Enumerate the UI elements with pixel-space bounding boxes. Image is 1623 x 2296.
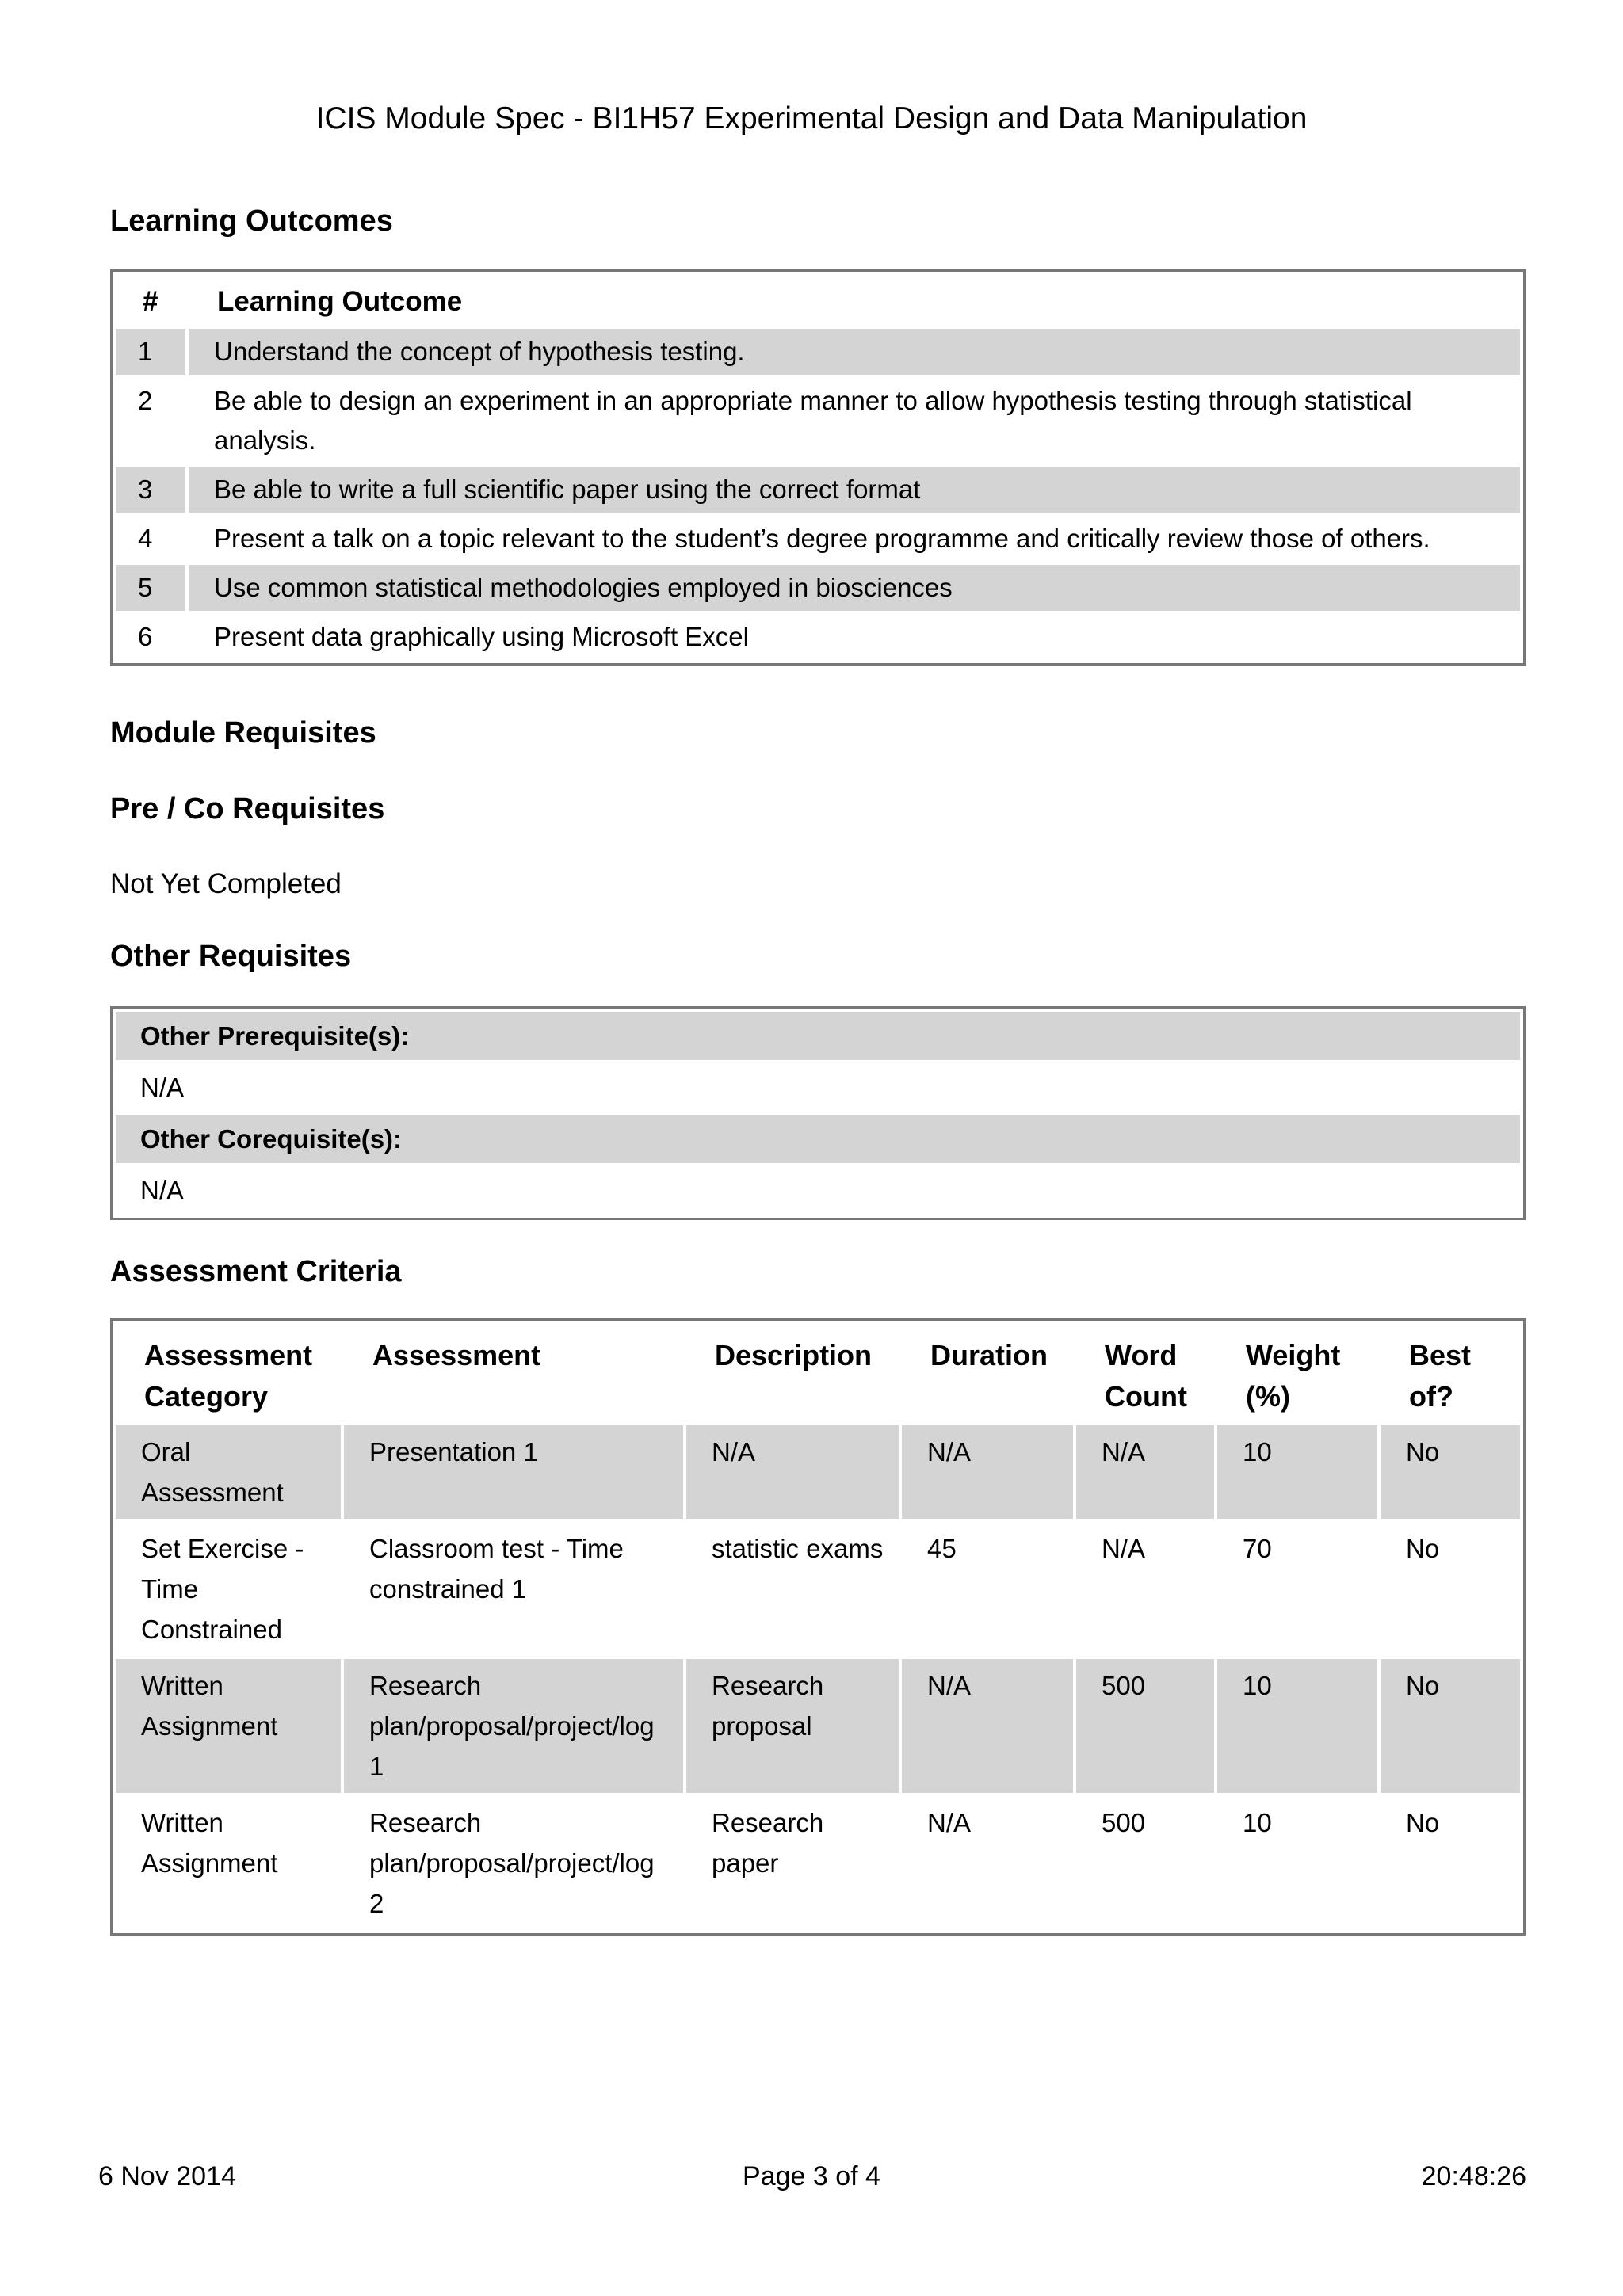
learning-outcome-row (116, 516, 1520, 562)
assessment-criteria-heading: Assessment Criteria (110, 1255, 402, 1288)
assessment-description-cell: N/A (712, 1437, 756, 1466)
assessment-weight-cell: 10 (1243, 1437, 1272, 1466)
learning-outcome-row (116, 329, 1520, 375)
col-weight-header: Weight (%) (1246, 1339, 1341, 1413)
learning-outcomes-table (110, 269, 1526, 666)
outcome-text: Understand the concept of hypothesis testing. (214, 337, 745, 366)
assessment-weight-cell: 10 (1243, 1808, 1272, 1837)
assessment-word-count-cell: N/A (1102, 1534, 1146, 1563)
learning-outcome-row (116, 467, 1520, 513)
assessment-category-cell: Set Exercise - Time Constrained (141, 1534, 304, 1644)
assessment-category-cell: Oral Assessment (141, 1437, 284, 1507)
footer-page-number: Page 3 of 4 (743, 2161, 880, 2191)
assessment-weight-cell: 70 (1243, 1534, 1272, 1563)
col-best-of-header: Best of? (1409, 1339, 1472, 1413)
assessment-assessment-cell: Research plan/proposal/project/log 2 (369, 1808, 655, 1918)
outcome-number: 6 (138, 622, 153, 651)
col-outcome-header: Learning Outcome (217, 286, 463, 317)
assessment-description-cell: statistic exams (712, 1534, 884, 1563)
assessment-assessment-cell: Presentation 1 (369, 1437, 538, 1466)
outcome-number: 1 (138, 337, 153, 366)
prerequisite-value: N/A (140, 1073, 185, 1102)
assessment-best-of-cell: No (1406, 1437, 1440, 1466)
outcome-text: Present data graphically using Microsoft Excel (214, 622, 749, 651)
outcome-number: 5 (138, 573, 153, 602)
footer-date: 6 Nov 2014 (98, 2161, 236, 2191)
assessment-description-cell: Research proposal (712, 1671, 824, 1741)
other-requisites-table (110, 1006, 1526, 1220)
col-category-header: Assessment Category (144, 1339, 313, 1413)
prerequisite-label: Other Prerequisite(s): (140, 1021, 410, 1051)
col-assessment-header: Assessment (372, 1339, 541, 1371)
document-title: ICIS Module Spec - BI1H57 Experimental Design and Data Manipulation (315, 101, 1308, 135)
outcome-number: 3 (138, 475, 153, 504)
assessment-row (116, 1659, 1520, 1793)
col-duration-header: Duration (930, 1339, 1048, 1371)
assessment-duration-cell: 45 (927, 1534, 957, 1563)
assessment-duration-cell: N/A (927, 1437, 972, 1466)
outcome-text: Present a talk on a topic relevant to the student’s degree programme and critically review those of others. (214, 524, 1430, 553)
corequisite-label: Other Corequisite(s): (140, 1124, 403, 1154)
other-requisites-heading: Other Requisites (110, 940, 352, 973)
assessment-duration-cell: N/A (927, 1671, 972, 1700)
assessment-assessment-cell: Classroom test - Time constrained 1 (369, 1534, 624, 1604)
col-number-header: # (143, 286, 158, 317)
col-word-count-header: Word Count (1105, 1339, 1187, 1413)
learning-outcomes-heading: Learning Outcomes (110, 204, 393, 238)
learning-outcome-row (116, 565, 1520, 611)
pre-co-requisites-status: Not Yet Completed (110, 868, 342, 899)
learning-outcome-row (116, 378, 1520, 463)
assessment-best-of-cell: No (1406, 1671, 1440, 1700)
outcome-number: 4 (138, 524, 153, 553)
outcome-text: Be able to design an experiment in an appropriate manner to allow hypothesis testing through statistical analysis. (214, 386, 1412, 455)
assessment-best-of-cell: No (1406, 1808, 1440, 1837)
assessment-word-count-cell: N/A (1102, 1437, 1146, 1466)
assessment-category-cell: Written Assignment (141, 1671, 278, 1741)
outcome-text: Be able to write a full scientific paper using the correct format (214, 475, 921, 504)
footer-time: 20:48:26 (1421, 2161, 1526, 2191)
assessment-best-of-cell: No (1406, 1534, 1440, 1563)
assessment-description-cell: Research paper (712, 1808, 824, 1878)
outcome-text: Use common statistical methodologies employed in biosciences (214, 573, 953, 602)
outcome-number: 2 (138, 386, 153, 415)
assessment-word-count-cell: 500 (1102, 1808, 1146, 1837)
assessment-assessment-cell: Research plan/proposal/project/log 1 (369, 1671, 655, 1781)
assessment-word-count-cell: 500 (1102, 1671, 1146, 1700)
col-description-header: Description (715, 1339, 873, 1371)
learning-outcome-row (116, 614, 1520, 660)
assessment-duration-cell: N/A (927, 1808, 972, 1837)
pre-co-requisites-heading: Pre / Co Requisites (110, 792, 385, 826)
assessment-row (116, 1796, 1520, 1930)
assessment-weight-cell: 10 (1243, 1671, 1272, 1700)
assessment-row (116, 1522, 1520, 1656)
assessment-criteria-table (110, 1318, 1526, 1936)
corequisite-value: N/A (140, 1176, 185, 1205)
assessment-row (116, 1425, 1520, 1519)
module-requisites-heading: Module Requisites (110, 716, 376, 749)
assessment-category-cell: Written Assignment (141, 1808, 278, 1878)
